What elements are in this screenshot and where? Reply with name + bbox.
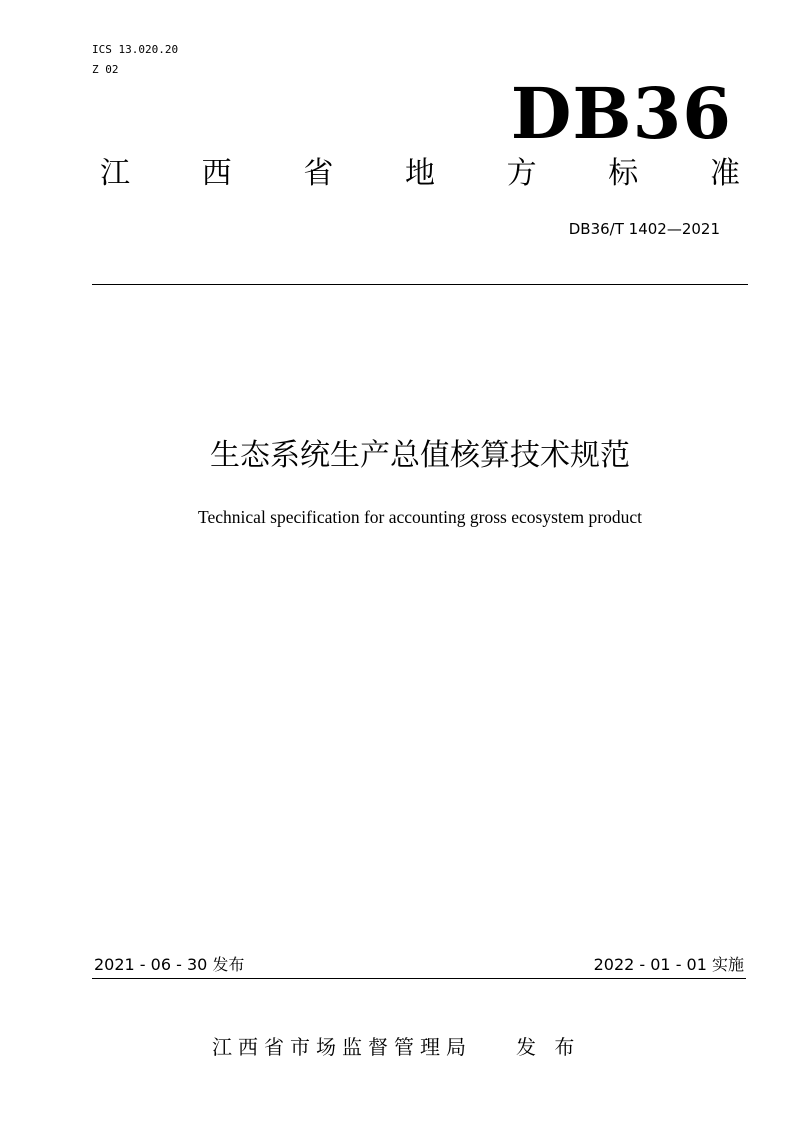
publisher-name: 江西省市场监督管理局: [212, 1035, 472, 1059]
bottom-divider: [92, 978, 746, 979]
standard-type-char: 地: [404, 156, 435, 191]
date-row: [92, 952, 746, 978]
standard-type-char: 方: [506, 156, 537, 191]
standard-type-char: 准: [709, 156, 740, 191]
document-title-english: Technical specification for accounting gross ecosystem product: [198, 507, 642, 527]
standard-logo: DB36: [510, 72, 732, 155]
standard-type-char: 西: [201, 156, 232, 191]
top-divider: [92, 284, 748, 285]
standard-type-char: 江: [100, 156, 130, 191]
issue-date: 2021 - 06 - 30 发布: [94, 955, 245, 974]
publish-action: 发 布: [516, 1035, 581, 1059]
ccs-code: Z 02: [92, 63, 119, 76]
publisher-line: [212, 1030, 580, 1064]
standard-number: DB36/T 1402—2021: [568, 220, 720, 238]
implementation-date: 2022 - 01 - 01 实施: [593, 955, 744, 974]
ics-code: ICS 13.020.20: [92, 43, 179, 56]
standard-type: [100, 150, 740, 198]
classification-codes: [92, 40, 178, 80]
standard-type-char: 省: [303, 156, 334, 191]
standard-type-char: 标: [608, 156, 639, 191]
document-title-chinese: 生态系统生产总值核算技术规范: [210, 438, 630, 473]
